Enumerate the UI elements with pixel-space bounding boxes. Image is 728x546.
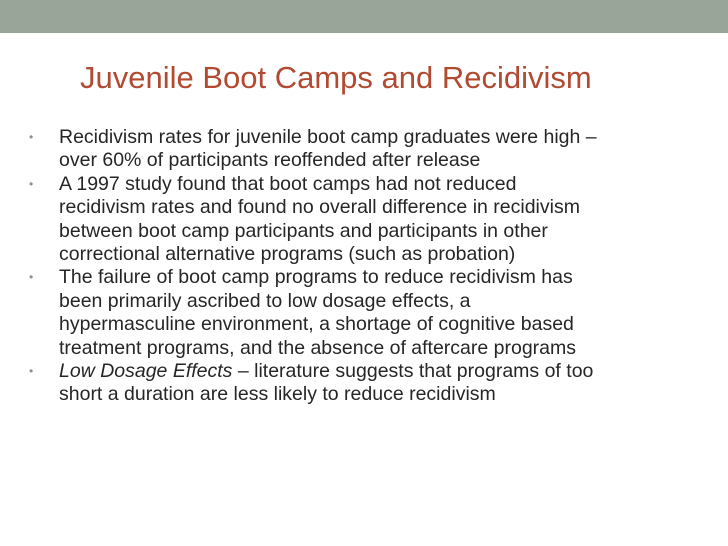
bullet-item-low-dosage-effects	[29, 360, 701, 407]
bullet-line: been primarily ascribed to low dosage effects, a	[59, 289, 471, 312]
bullet-line: over 60% of participants reoffended after release	[59, 149, 481, 172]
bullet-line: correctional alternative programs (such as probation)	[59, 243, 516, 266]
bullet-line: Recidivism rates for juvenile boot camp graduates were high –	[59, 126, 597, 148]
bullet-line: treatment programs, and the absence of aftercare programs	[59, 336, 577, 359]
bullet-dot-icon: •	[29, 364, 34, 379]
top-decorative-band	[0, 0, 728, 33]
bullet-list	[29, 126, 701, 407]
bullet-line: hypermasculine environment, a shortage of cognitive based	[59, 313, 574, 336]
bullet-line: recidivism rates and found no overall difference in recidivism	[59, 196, 580, 219]
bullet-line: short a duration are less likely to reduce recidivism	[59, 383, 496, 406]
bullet-line: between boot camp participants and participants in other	[59, 219, 548, 242]
bullet-line	[59, 360, 701, 383]
bullet-dot-icon: •	[29, 270, 34, 285]
bullet-item-recidivism-rates	[29, 126, 701, 173]
bullet-item-1997-study	[29, 173, 701, 267]
slide-title: Juvenile Boot Camps and Recidivism	[80, 60, 592, 95]
low-dosage-effects-description: – literature suggests that programs of too	[232, 360, 594, 383]
bullet-line: The failure of boot camp programs to reduce recidivism has	[59, 266, 573, 289]
bullet-item-program-failure	[29, 266, 701, 360]
low-dosage-effects-term: Low Dosage Effects	[59, 360, 233, 383]
bullet-dot-icon: •	[29, 130, 34, 144]
bullet-dot-icon: •	[29, 176, 34, 191]
bullet-line: A 1997 study found that boot camps had not reduced	[59, 172, 517, 195]
